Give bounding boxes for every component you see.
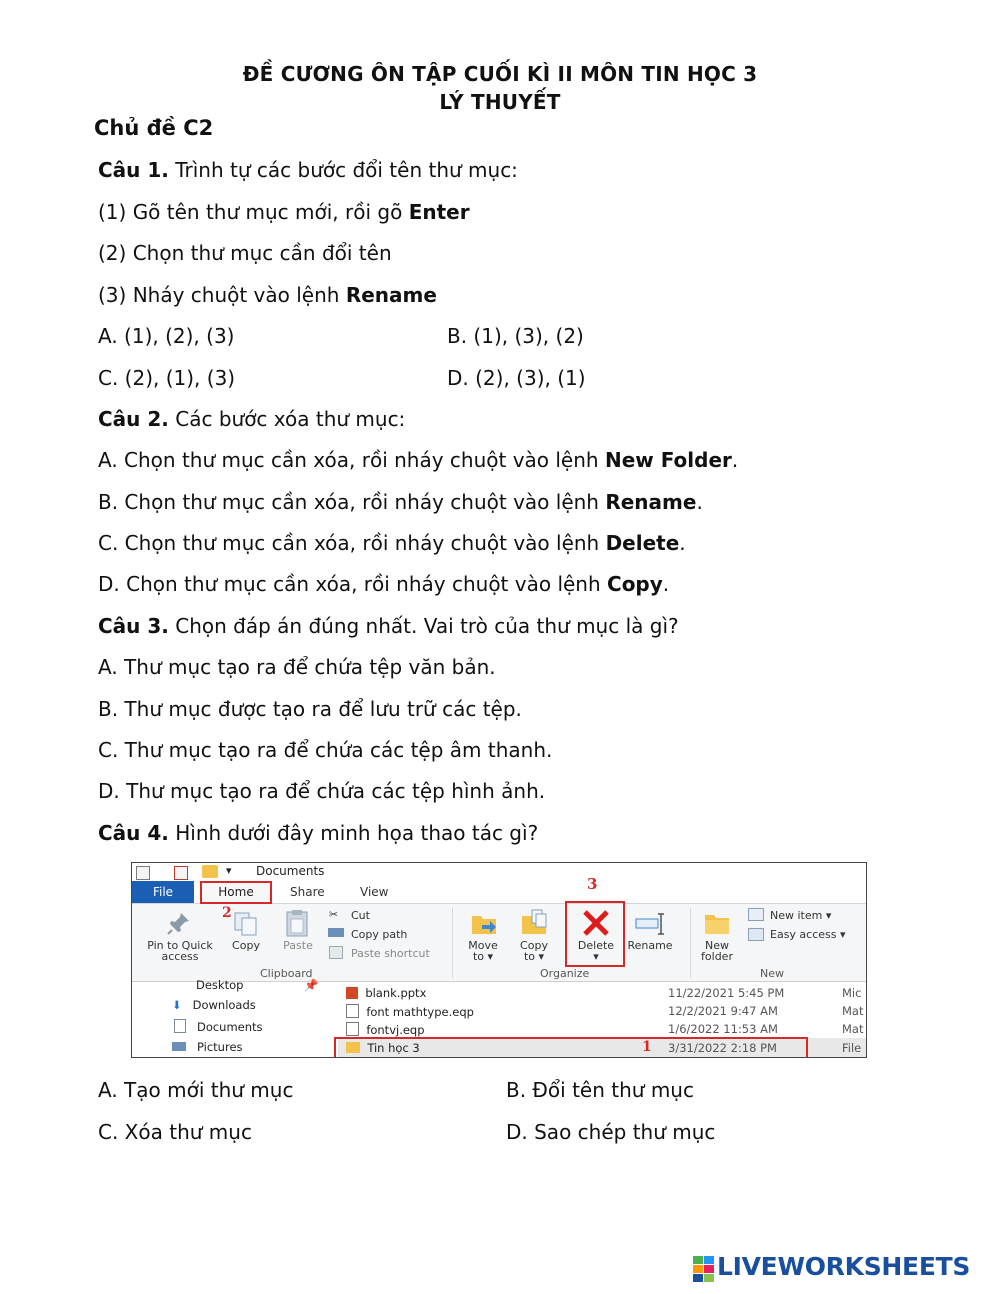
nav-desktop-label: Desktop	[196, 978, 244, 992]
cut-button[interactable]: Cut	[351, 909, 370, 922]
move-to-button[interactable]	[460, 940, 506, 962]
new-folder-label-2: folder	[701, 950, 733, 963]
tab-view[interactable]: View	[360, 885, 389, 899]
q4-option-a[interactable]: A. Tạo mới thư mục	[98, 1078, 294, 1102]
tab-share[interactable]: Share	[290, 885, 325, 899]
question-4-label: Câu 4.	[98, 821, 169, 845]
nav-item-documents[interactable]	[174, 1019, 263, 1034]
q4-option-c[interactable]: C. Xóa thư mục	[98, 1120, 252, 1144]
file-date: 11/22/2021 5:45 PM	[668, 986, 785, 1000]
pin-label-2: access	[161, 950, 199, 963]
file-icon	[346, 1022, 359, 1036]
question-3-label: Câu 3.	[98, 614, 169, 638]
copy-path-button[interactable]: Copy path	[351, 928, 408, 941]
liveworksheets-logo-icon	[693, 1254, 715, 1284]
ribbon-separator	[452, 908, 453, 978]
file-date: 1/6/2022 11:53 AM	[668, 1022, 778, 1036]
ribbon-separator	[690, 908, 691, 978]
q1-option-c[interactable]: C. (2), (1), (3)	[98, 366, 236, 390]
file-row[interactable]	[346, 986, 426, 1000]
nav-item-desktop[interactable]	[196, 978, 243, 992]
question-2-label: Câu 2.	[98, 407, 169, 431]
q3-option-c[interactable]: C. Thư mục tạo ra để chứa các tệp âm thanh.	[98, 738, 553, 762]
window-title: Documents	[256, 864, 325, 878]
copy-to-button[interactable]	[512, 940, 556, 962]
q2-option-d-text: D. Chọn thư mục cần xóa, rồi nháy chuột vào lệnh	[98, 572, 608, 596]
nav-item-pictures[interactable]	[172, 1040, 243, 1054]
file-date: 12/2/2021 9:47 AM	[668, 1004, 778, 1018]
file-row[interactable]	[346, 1022, 425, 1037]
q1-step-2-text: (2) Chọn thư mục cần đổi tên	[98, 241, 392, 265]
q2-option-d[interactable]	[98, 572, 669, 596]
download-arrow-icon: ⬇	[172, 998, 182, 1012]
nav-item-downloads[interactable]	[172, 998, 256, 1012]
pin-icon	[166, 910, 192, 936]
rename-icon	[635, 912, 667, 936]
question-1-label: Câu 1.	[98, 158, 169, 182]
question-2-text: Các bước xóa thư mục:	[168, 407, 406, 431]
q2-option-a-end: .	[731, 448, 739, 472]
new-folder-button[interactable]	[692, 940, 742, 962]
question-4	[98, 821, 538, 845]
q1-step-1-text: (1) Gõ tên thư mục mới, rồi gõ	[98, 200, 409, 224]
new-folder-icon	[702, 908, 732, 938]
cut-icon: ✂	[329, 908, 339, 921]
file-icon	[346, 1004, 359, 1018]
ribbon-tabs	[132, 881, 866, 904]
q2-option-a[interactable]	[98, 448, 738, 472]
marker-3: 3	[587, 875, 598, 893]
properties-icon	[136, 866, 150, 880]
topic-heading: Chủ đề C2	[94, 116, 214, 140]
ribbon	[132, 904, 866, 982]
clipboard-group-label: Clipboard	[260, 967, 313, 980]
file-row[interactable]	[346, 1004, 474, 1019]
q2-option-d-end: .	[662, 572, 670, 596]
q1-step-2	[98, 241, 392, 265]
nav-pictures-label: Pictures	[196, 1040, 243, 1054]
new-item-button[interactable]: New item ▾	[770, 909, 832, 922]
file-name: Tin học 3	[367, 1041, 420, 1055]
pictures-icon	[172, 1042, 186, 1051]
q2-option-b-bold: Rename	[605, 490, 697, 514]
checkmark-icon	[174, 866, 188, 880]
copy-path-icon	[328, 928, 344, 937]
easy-access-icon	[748, 928, 764, 941]
file-name: blank.pptx	[365, 986, 427, 1000]
pptx-icon	[346, 987, 358, 999]
q1-step-1	[98, 200, 470, 224]
new-group-label: New	[760, 967, 784, 980]
q2-option-c[interactable]	[98, 531, 686, 555]
highlight-box-folder	[334, 1037, 808, 1058]
move-to-label: Move	[468, 939, 498, 952]
q1-step-3-text: (3) Nháy chuột vào lệnh	[98, 283, 346, 307]
file-type: File	[842, 1041, 862, 1055]
file-date: 3/31/2022 2:18 PM	[668, 1041, 777, 1055]
highlight-box-delete	[565, 901, 625, 967]
q2-option-c-bold: Delete	[605, 531, 680, 555]
folder-mini-icon	[202, 865, 218, 878]
file-name: fontvj.eqp	[366, 1023, 425, 1037]
pin-label: Pin to Quick	[147, 939, 213, 952]
q3-option-b[interactable]: B. Thư mục được tạo ra để lưu trữ các tệp.	[98, 697, 522, 721]
new-item-icon	[748, 908, 764, 921]
delete-dropdown: ▾	[593, 950, 599, 963]
rename-button[interactable]: Rename	[627, 939, 673, 952]
q2-option-b-end: .	[696, 490, 703, 514]
copy-button[interactable]: Copy	[232, 939, 260, 952]
q4-option-d[interactable]: D. Sao chép thư mục	[506, 1120, 716, 1144]
q1-option-b[interactable]: B. (1), (3), (2)	[447, 324, 584, 348]
copy-to-label: Copy	[520, 939, 548, 952]
q3-option-d[interactable]: D. Thư mục tạo ra để chứa các tệp hình ảnh.	[98, 779, 546, 803]
q2-option-c-text: C. Chọn thư mục cần xóa, rồi nháy chuột vào lệnh	[98, 531, 606, 555]
pin-mark-icon: 📌	[304, 978, 319, 992]
liveworksheets-brand[interactable]: LIVEWORKSHEETS	[717, 1252, 971, 1281]
q1-option-d[interactable]: D. (2), (3), (1)	[447, 366, 586, 390]
document-title-line-1: ĐỀ CƯƠNG ÔN TẬP CUỐI KÌ II MÔN TIN HỌC 3	[242, 62, 758, 86]
q2-option-d-bold: Copy	[607, 572, 663, 596]
file-type: Mat	[842, 1004, 864, 1018]
paste-shortcut-icon	[329, 946, 343, 959]
nav-documents-label: Documents	[196, 1020, 263, 1034]
q2-option-a-text: A. Chọn thư mục cần xóa, rồi nháy chuột vào lệnh	[98, 448, 605, 472]
explorer-screenshot	[131, 862, 867, 1058]
organize-group-label: Organize	[540, 967, 590, 980]
paste-icon	[284, 908, 312, 938]
question-1	[98, 158, 518, 182]
file-name: font mathtype.eqp	[366, 1005, 474, 1019]
move-to-icon	[470, 908, 500, 938]
marker-2: 2	[222, 905, 232, 921]
copy-icon	[231, 910, 261, 938]
question-2	[98, 407, 405, 431]
q1-option-a[interactable]: A. (1), (2), (3)	[98, 324, 235, 348]
q4-option-b[interactable]: B. Đổi tên thư mục	[506, 1078, 694, 1102]
quick-access-dropdown-icon: ▾	[226, 864, 232, 877]
new-folder-label: New	[705, 939, 729, 952]
file-type: Mic	[842, 986, 862, 1000]
q1-step-3-bold: Rename	[345, 283, 437, 307]
move-to-label-2: to ▾	[472, 950, 494, 963]
question-3	[98, 614, 679, 638]
document-icon	[174, 1019, 186, 1033]
question-1-text: Trình tự các bước đổi tên thư mục:	[168, 158, 518, 182]
pin-to-quick-access-button[interactable]	[138, 940, 222, 962]
document-title-line-2: LÝ THUYẾT	[439, 90, 561, 114]
file-type: Mat	[842, 1022, 864, 1036]
tab-home[interactable]: Home	[200, 881, 272, 904]
paste-button[interactable]: Paste	[283, 939, 313, 952]
q1-step-3	[98, 283, 437, 307]
paste-shortcut-button[interactable]: Paste shortcut	[351, 947, 430, 960]
copy-to-icon	[520, 908, 550, 938]
question-3-text: Chọn đáp án đúng nhất. Vai trò của thư mục là gì?	[168, 614, 679, 638]
nav-downloads-label: Downloads	[192, 998, 256, 1012]
quick-access-toolbar	[132, 863, 866, 881]
q2-option-b[interactable]	[98, 490, 703, 514]
q3-option-a[interactable]: A. Thư mục tạo ra để chứa tệp văn bản.	[98, 655, 496, 679]
q2-option-a-bold: New Folder	[604, 448, 732, 472]
q1-step-1-bold: Enter	[408, 200, 470, 224]
copy-to-label-2: to ▾	[523, 950, 545, 963]
tab-file[interactable]: File	[132, 881, 194, 903]
marker-1: 1	[642, 1039, 652, 1055]
delete-label: Delete	[577, 939, 615, 952]
q2-option-c-end: .	[679, 531, 686, 555]
question-4-text: Hình dưới đây minh họa thao tác gì?	[168, 821, 539, 845]
easy-access-button[interactable]: Easy access ▾	[770, 928, 846, 941]
q2-option-b-text: B. Chọn thư mục cần xóa, rồi nháy chuột vào lệnh	[98, 490, 606, 514]
